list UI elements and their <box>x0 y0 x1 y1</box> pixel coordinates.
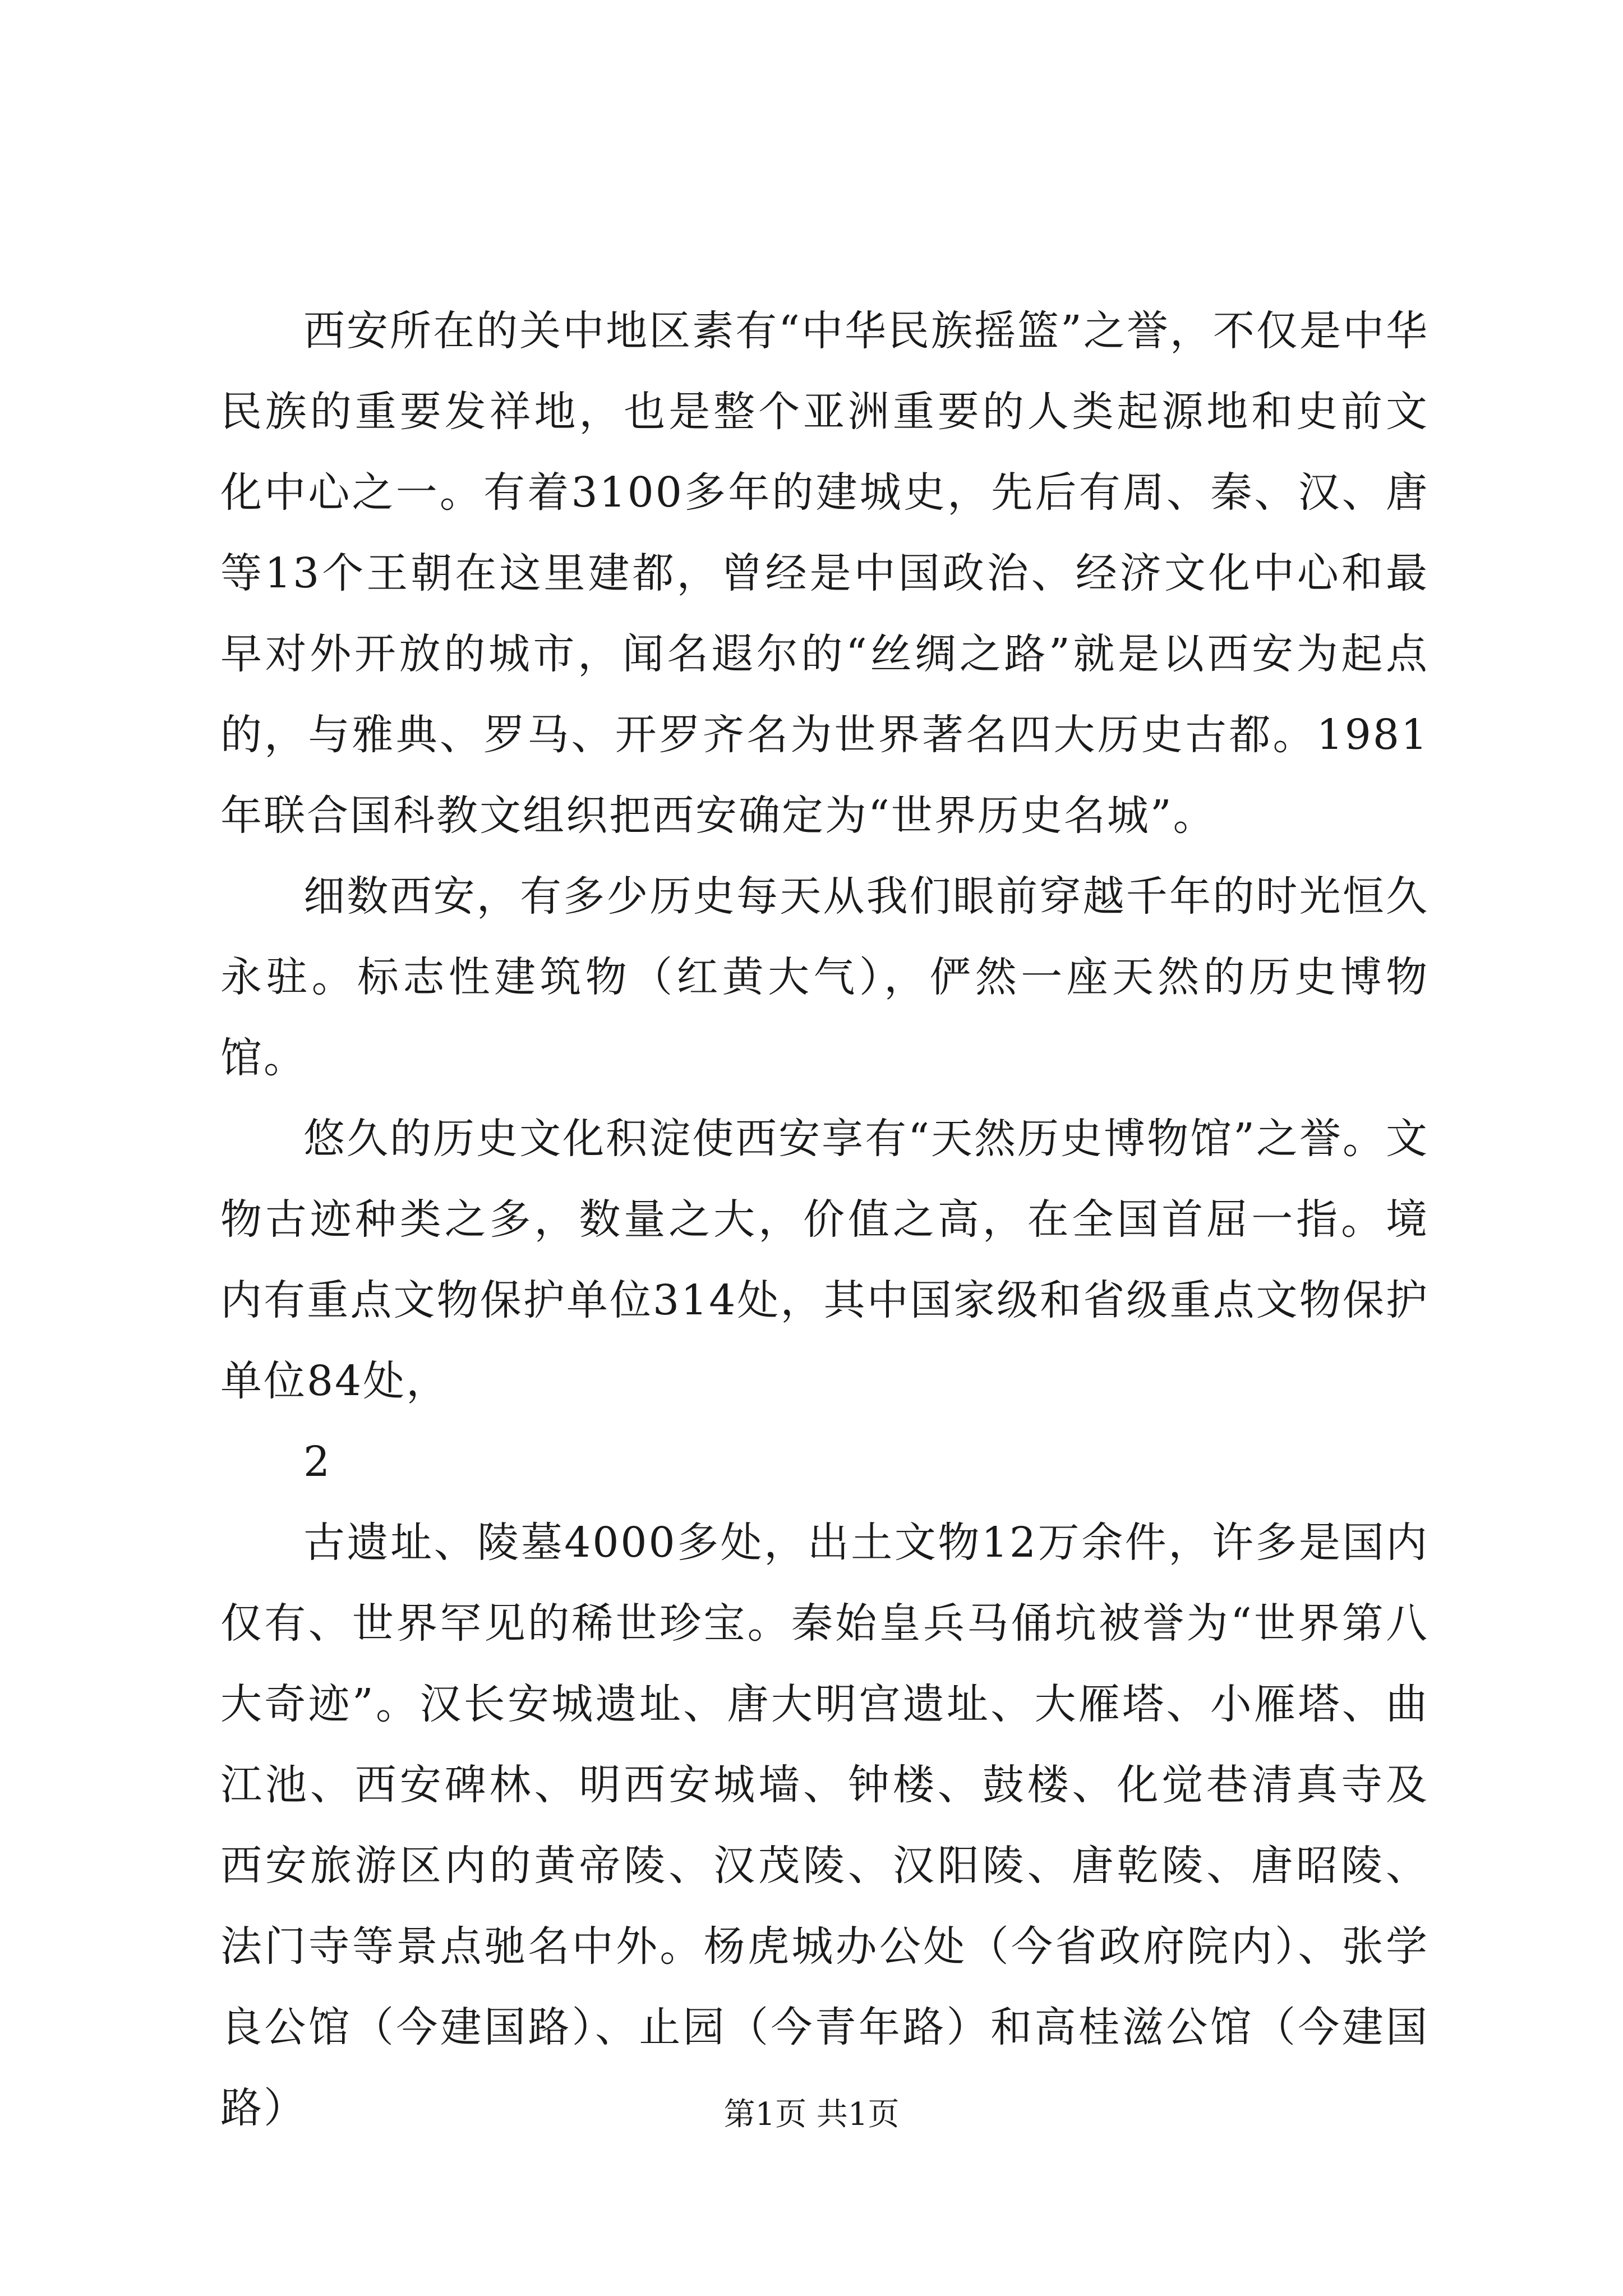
paragraph-relics: 古遗址、陵墓4000多处，出土文物12万余件，许多是国内仅有、世界罕见的稀世珍宝。秦始皇兵马俑坑被誉为“世界第八大奇迹”。汉长安城遗址、唐大明宫遗址、大雁塔、小雁塔、曲江池、西安碑林、明西安城墙、钟楼、鼓楼、化觉巷清真寺及西安旅游区内的黄帝陵、汉茂陵、汉阳陵、唐乾陵、唐昭陵、法门寺等景点驰名中外。杨虎城办公处（今省政府院内）、张学良公馆（今建国路）、止园（今青年路）和高桂滋公馆（今建国路） <box>220 1519 1429 2132</box>
paragraph-xian-cradle: 西安所在的关中地区素有“中华民族摇篮”之誉，不仅是中华民族的重要发祥地，也是整个亚洲重要的人类起源地和史前文化中心之一。有着3100多年的建城史，先后有周、秦、汉、唐等13个王朝在这里建都，曾经是中国政治、经济文化中心和最早对外开放的城市，闻名遐尔的“丝绸之路”就是以西安为起点的，与雅典、罗马、开罗齐名为世界著名四大历史古都。1981年联合国科教文组织把西安确定为“世界历史名城”。 <box>220 307 1429 840</box>
paragraph-landmarks: 细数西安，有多少历史每天从我们眼前穿越千年的时光恒久永驻。标志性建筑物（红黄大气），俨然一座天然的历史博物馆。 <box>220 872 1429 1082</box>
page-marker: 2 <box>303 1438 330 1486</box>
paragraph-heritage: 悠久的历史文化积淀使西安享有“天然历史博物馆”之誉。文物古迹种类之多，数量之大，价值之高，在全国首屈一指。境内有重点文物保护单位314处，其中国家级和省级重点文物保护单位84处， <box>220 1115 1429 1405</box>
document-body <box>220 291 1429 2148</box>
page-footer: 第1页 共1页 <box>723 2096 900 2133</box>
